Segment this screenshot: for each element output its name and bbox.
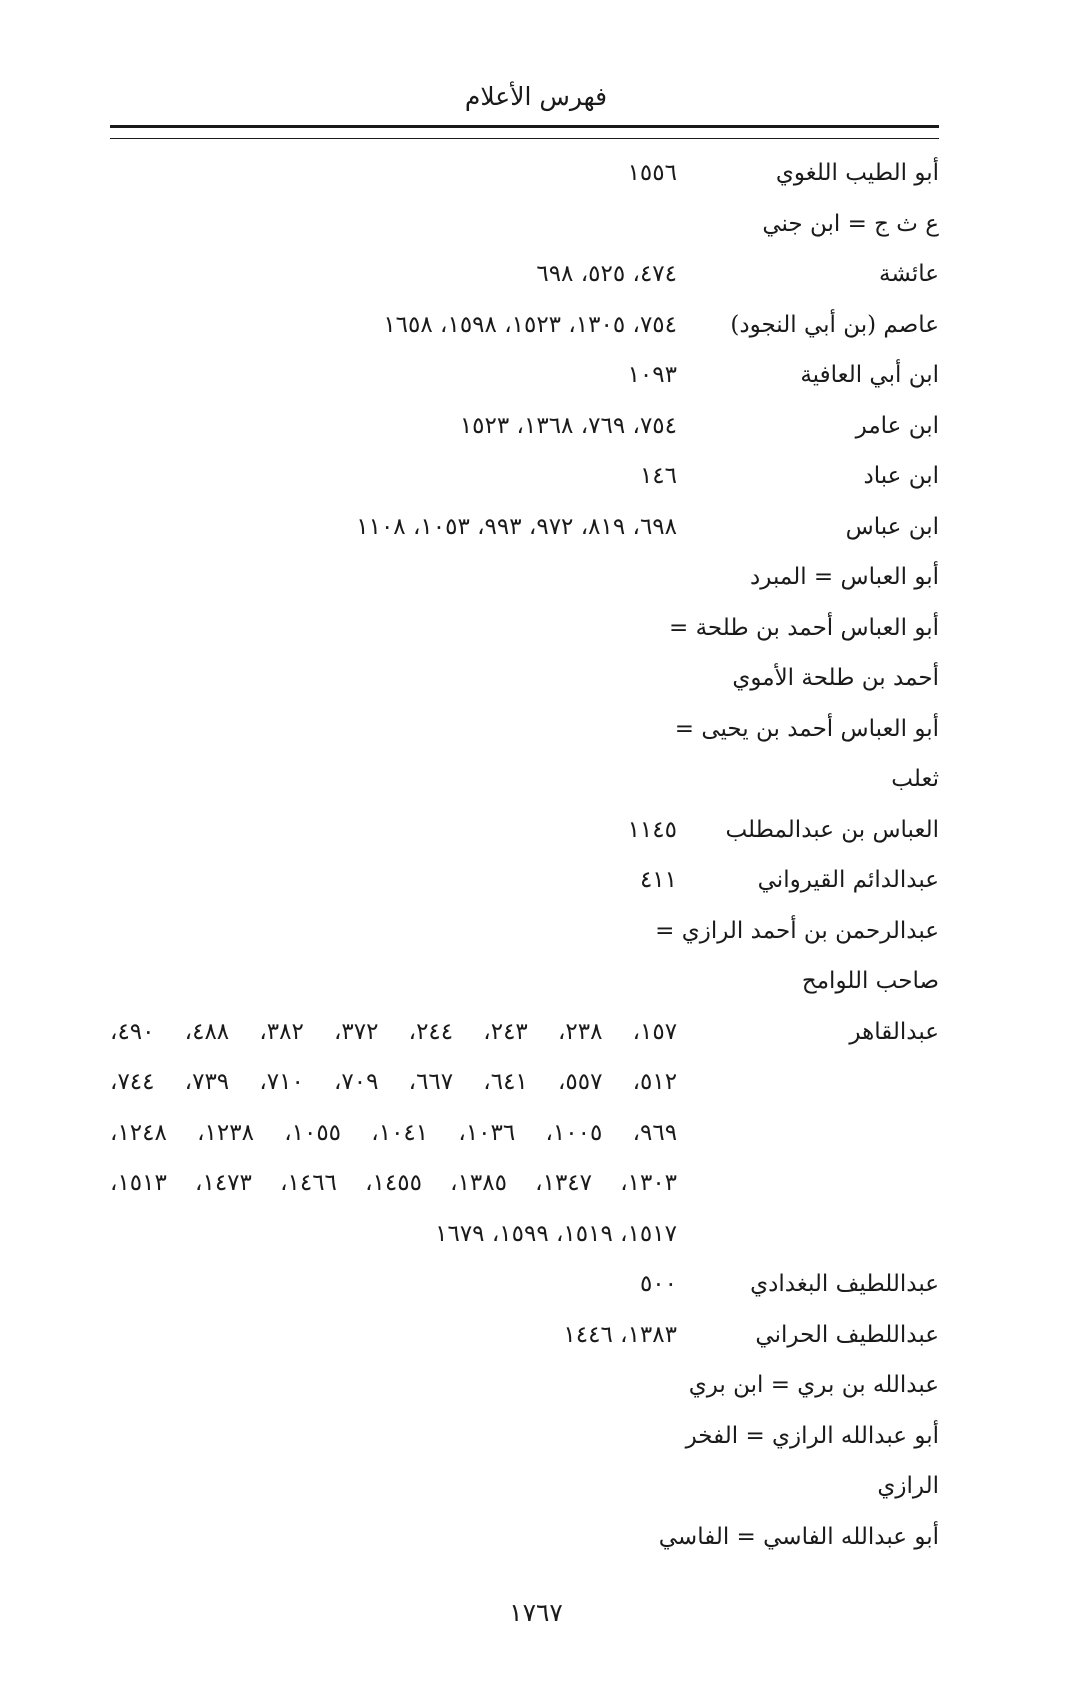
index-entry bbox=[110, 855, 939, 906]
index-entry bbox=[110, 1512, 939, 1563]
index-entry bbox=[110, 653, 939, 704]
entry-name: ابن عامر bbox=[855, 412, 939, 439]
entry-name: عبدالرحمن بن أحمد الرازي = bbox=[655, 917, 939, 944]
page-header-title: فهرس الأعلام bbox=[464, 82, 608, 111]
entry-name: عاصم (بن أبي النجود) bbox=[730, 311, 939, 338]
index-entry bbox=[110, 805, 939, 856]
entry-pages bbox=[110, 249, 689, 300]
entry-pages bbox=[110, 502, 689, 553]
page-refs-line: ٤٧٤، ٥٢٥، ٦٩٨ bbox=[536, 261, 677, 287]
entry-name: الرازي bbox=[877, 1473, 939, 1499]
index-entry bbox=[110, 199, 939, 250]
index-entry bbox=[110, 401, 939, 452]
entry-name: صاحب اللوامح bbox=[801, 968, 939, 994]
index-entry bbox=[110, 552, 939, 603]
entry-pages bbox=[110, 451, 689, 502]
entry-name: أبو العباس أحمد بن طلحة = bbox=[668, 614, 939, 641]
page-refs-line: ٦٩٨، ٨١٩، ٩٧٢، ٩٩٣، ١٠٥٣، ١١٠٨ bbox=[356, 513, 677, 540]
page-refs-line: ١١٤٥ bbox=[627, 816, 677, 843]
entry-name: ابن عباد bbox=[863, 463, 939, 489]
entry-pages bbox=[110, 805, 689, 856]
entry-pages bbox=[110, 1007, 689, 1260]
index-entry bbox=[110, 754, 939, 805]
entry-pages bbox=[110, 855, 689, 906]
index-entry bbox=[110, 451, 939, 502]
page-refs-line: ١٤٦ bbox=[639, 463, 677, 489]
index-entry bbox=[110, 1411, 939, 1462]
entry-name: أبو العباس أحمد بن يحيى = bbox=[674, 715, 939, 742]
entry-name: أبو الطيب اللغوي bbox=[775, 160, 939, 186]
index-entry bbox=[110, 249, 939, 300]
page-refs-line: ١٥٧، ٢٣٨، ٢٤٣، ٢٤٤، ٣٧٢، ٣٨٢، ٤٨٨، ٤٩٠، bbox=[110, 1018, 678, 1045]
entry-name: أبو عبدالله الرازي = الفخر bbox=[685, 1422, 939, 1449]
index-entry bbox=[110, 603, 939, 654]
entry-pages bbox=[110, 401, 689, 452]
page-refs-line: ١٥٥٦ bbox=[627, 160, 677, 186]
entry-name: ثعلب bbox=[891, 766, 939, 792]
index-entry bbox=[110, 704, 939, 755]
entry-name: عبداللطيف البغدادي bbox=[750, 1271, 939, 1297]
page-refs-line: ١٠٩٣ bbox=[627, 362, 677, 388]
entry-name: عبدالدائم القيرواني bbox=[757, 867, 939, 893]
page-refs-line: ١٣٠٣، ١٣٤٧، ١٣٨٥، ١٤٥٥، ١٤٦٦، ١٤٧٣، ١٥١٣، bbox=[110, 1170, 678, 1196]
entry-name: عبدالله بن بري = ابن بري bbox=[688, 1372, 939, 1398]
entry-name: أبو عبدالله الفاسي = الفاسي bbox=[658, 1523, 939, 1550]
entry-pages bbox=[110, 1310, 689, 1361]
entry-pages bbox=[110, 300, 689, 351]
index-entry bbox=[110, 148, 939, 199]
entry-name: ع ث ج = ابن جني bbox=[762, 210, 939, 237]
index-entry bbox=[110, 956, 939, 1007]
index-of-names bbox=[110, 148, 939, 1562]
entry-pages bbox=[110, 148, 689, 199]
entry-name: العباس بن عبدالمطلب bbox=[725, 816, 939, 843]
page-refs-line: ٧٥٤، ٧٦٩، ١٣٦٨، ١٥٢٣ bbox=[459, 412, 677, 439]
header-rule-thick bbox=[110, 125, 939, 128]
index-entry bbox=[110, 300, 939, 351]
index-entry bbox=[110, 1461, 939, 1512]
index-entry bbox=[110, 1007, 939, 1260]
index-entry bbox=[110, 1259, 939, 1310]
page-refs-line: ٩٦٩، ١٠٠٥، ١٠٣٦، ١٠٤١، ١٠٥٥، ١٢٣٨، ١٢٤٨، bbox=[110, 1119, 678, 1146]
entry-name: أحمد بن طلحة الأموي bbox=[732, 665, 939, 691]
index-entry bbox=[110, 502, 939, 553]
entry-name: ابن أبي العافية bbox=[800, 362, 939, 388]
index-entry bbox=[110, 906, 939, 957]
page-refs-line: ٧٥٤، ١٣٠٥، ١٥٢٣، ١٥٩٨، ١٦٥٨ bbox=[383, 311, 677, 338]
entry-name: عبدالقاهر bbox=[849, 1018, 939, 1045]
entry-name: أبو العباس = المبرد bbox=[750, 564, 939, 590]
index-entry bbox=[110, 1360, 939, 1411]
page-refs-line: ٤١١ bbox=[639, 867, 677, 893]
page-refs-line: ١٥١٧، ١٥١٩، ١٥٩٩، ١٦٧٩ bbox=[435, 1220, 677, 1247]
entry-pages bbox=[110, 350, 689, 401]
entry-name: عائشة bbox=[879, 261, 939, 287]
page-refs-line: ١٣٨٣، ١٤٤٦ bbox=[563, 1321, 677, 1348]
entry-pages bbox=[110, 1259, 689, 1310]
index-entry bbox=[110, 1310, 939, 1361]
entry-name: ابن عباس bbox=[845, 513, 939, 540]
page-refs-line: ٥٠٠ bbox=[639, 1271, 677, 1297]
page-refs-line: ٥١٢، ٥٥٧، ٦٤١، ٦٦٧، ٧٠٩، ٧١٠، ٧٣٩، ٧٤٤، bbox=[110, 1069, 678, 1095]
index-entry bbox=[110, 350, 939, 401]
entry-name: عبداللطيف الحراني bbox=[755, 1321, 939, 1348]
header-rule-thin bbox=[110, 138, 939, 139]
page-number: ١٧٦٧ bbox=[509, 1598, 563, 1627]
